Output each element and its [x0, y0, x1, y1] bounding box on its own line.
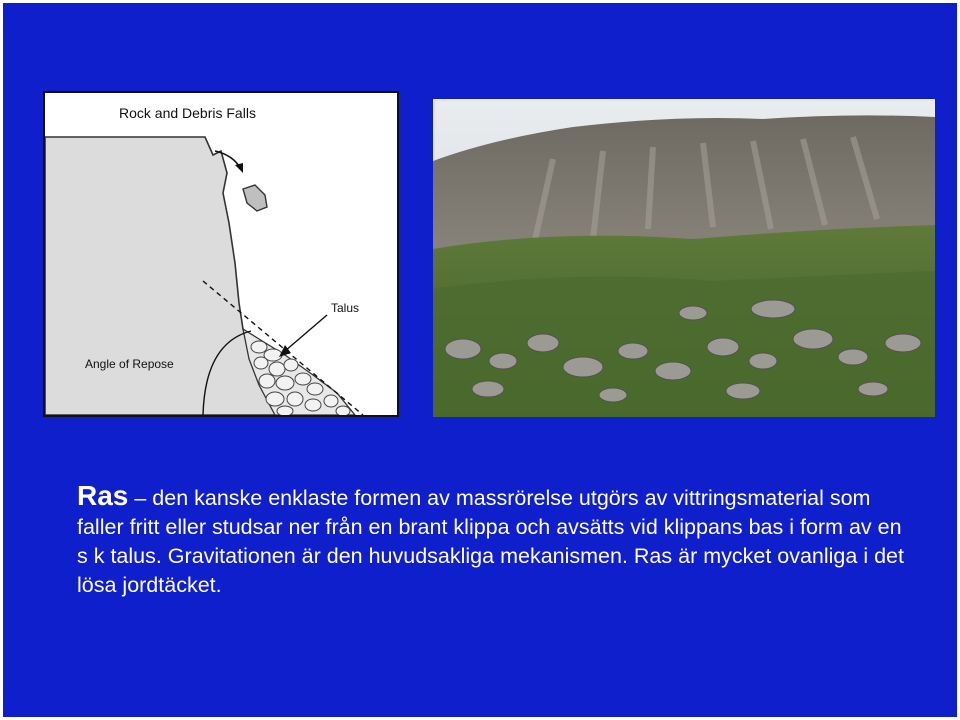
fall-arrowhead [235, 163, 243, 173]
caption-body: den kanske enklaste formen av massrörelse utgörs av vittringsmaterial som faller fritt eller studsar ner från en brant klippa och avsätts vid klippans bas i form av en s k talus. Gravitationen är den huvudsakliga mekanismen. Ras är mycket ovanliga i det lösa jordtäcket. [77, 486, 904, 597]
caption-dash: – [128, 486, 153, 510]
caption-term: Ras [77, 480, 129, 511]
talus-label: Talus [331, 301, 360, 315]
caption-text [77, 481, 907, 600]
angle-of-repose-label: Angle of Repose [85, 357, 174, 371]
mountain-landscape-icon [433, 99, 935, 417]
falling-rock [243, 185, 267, 211]
slide [3, 3, 957, 717]
diagram-title: Rock and Debris Falls [119, 105, 256, 121]
talus-arrow [285, 315, 327, 351]
talus-slope-photo [433, 99, 935, 417]
rockfall-diagram [43, 91, 399, 417]
